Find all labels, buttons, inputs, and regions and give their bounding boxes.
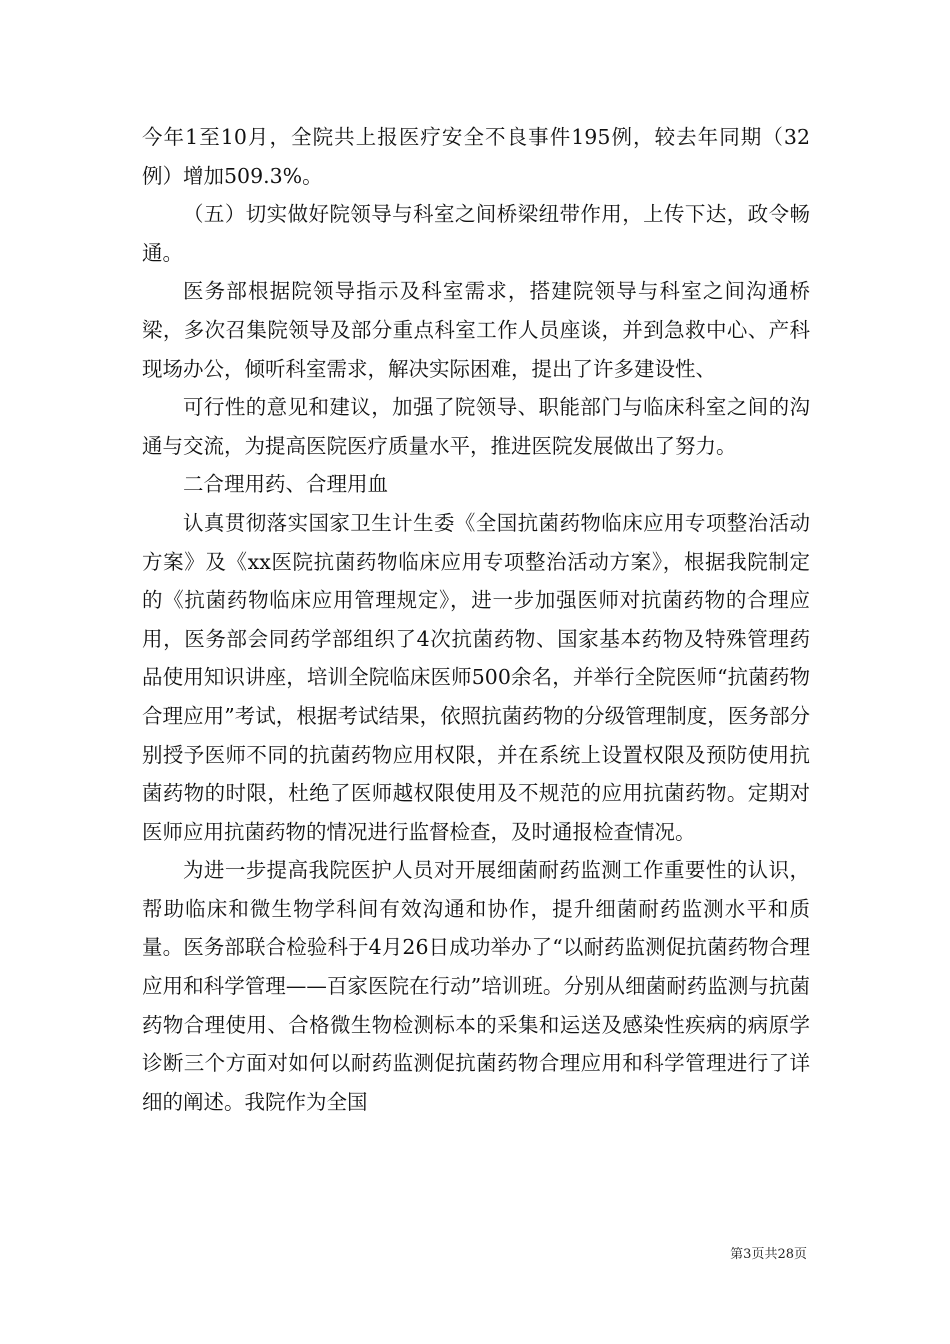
paragraph-4: 可行性的意见和建议，加强了院领导、职能部门与临床科室之间的沟通与交流，为提高医院医疗质量水平，推进医院发展做出了努力。 <box>142 395 810 458</box>
paragraph-2: （五）切实做好院领导与科室之间桥梁纽带作用，上传下达，政令畅通。 <box>142 202 810 265</box>
section-heading: 二合理用药、合理用血 <box>183 472 388 497</box>
paragraph-6: 认真贯彻落实国家卫生计生委《全国抗菌药物临床应用专项整治活动方案》及《xx医院抗菌药物临床应用专项整治活动方案》，根据我院制定的《抗菌药物临床应用管理规定》，进一步加强医师对抗菌药物的合理应用，医务部会同药学部组织了4次抗菌药物、国家基本药物及特殊管理药品使用知识讲座，培训全院临床医师500余名，并举行全院医师“抗菌药物合理应用”考试，根据考试结果，依照抗菌药物的分级管理制度，医务部分别授予医师不同的抗菌药物应用权限，并在系统上设置权限及预防使用抗菌药物的时限，杜绝了医师越权限使用及不规范的应用抗菌药物。定期对医师应用抗菌药物的情况进行监督检查，及时通报检查情况。 <box>142 510 810 844</box>
page-number-footer: 第3页共28页 <box>730 1247 807 1262</box>
paragraph-1: 今年1至10月，全院共上报医疗安全不良事件195例，较去年同期（32例）增加509.3%。 <box>142 125 810 188</box>
document-body <box>142 118 810 1121</box>
paragraph-7: 为进一步提高我院医护人员对开展细菌耐药监测工作重要性的认识，帮助临床和微生物学科间有效沟通和协作，提升细菌耐药监测水平和质量。医务部联合检验科于4月26日成功举办了“以耐药监测促抗菌药物合理应用和科学管理——百家医院在行动”培训班。分别从细菌耐药监测与抗菌药物合理使用、合格微生物检测标本的采集和运送及感染性疾病的病原学诊断三个方面对如何以耐药监测促抗菌药物合理应用和科学管理进行了详细的阐述。我院作为全国 <box>142 858 810 1114</box>
paragraph-3: 医务部根据院领导指示及科室需求，搭建院领导与科室之间沟通桥梁，多次召集院领导及部分重点科室工作人员座谈，并到急救中心、产科现场办公，倾听科室需求，解决实际困难，提出了许多建设性、 <box>142 279 810 381</box>
